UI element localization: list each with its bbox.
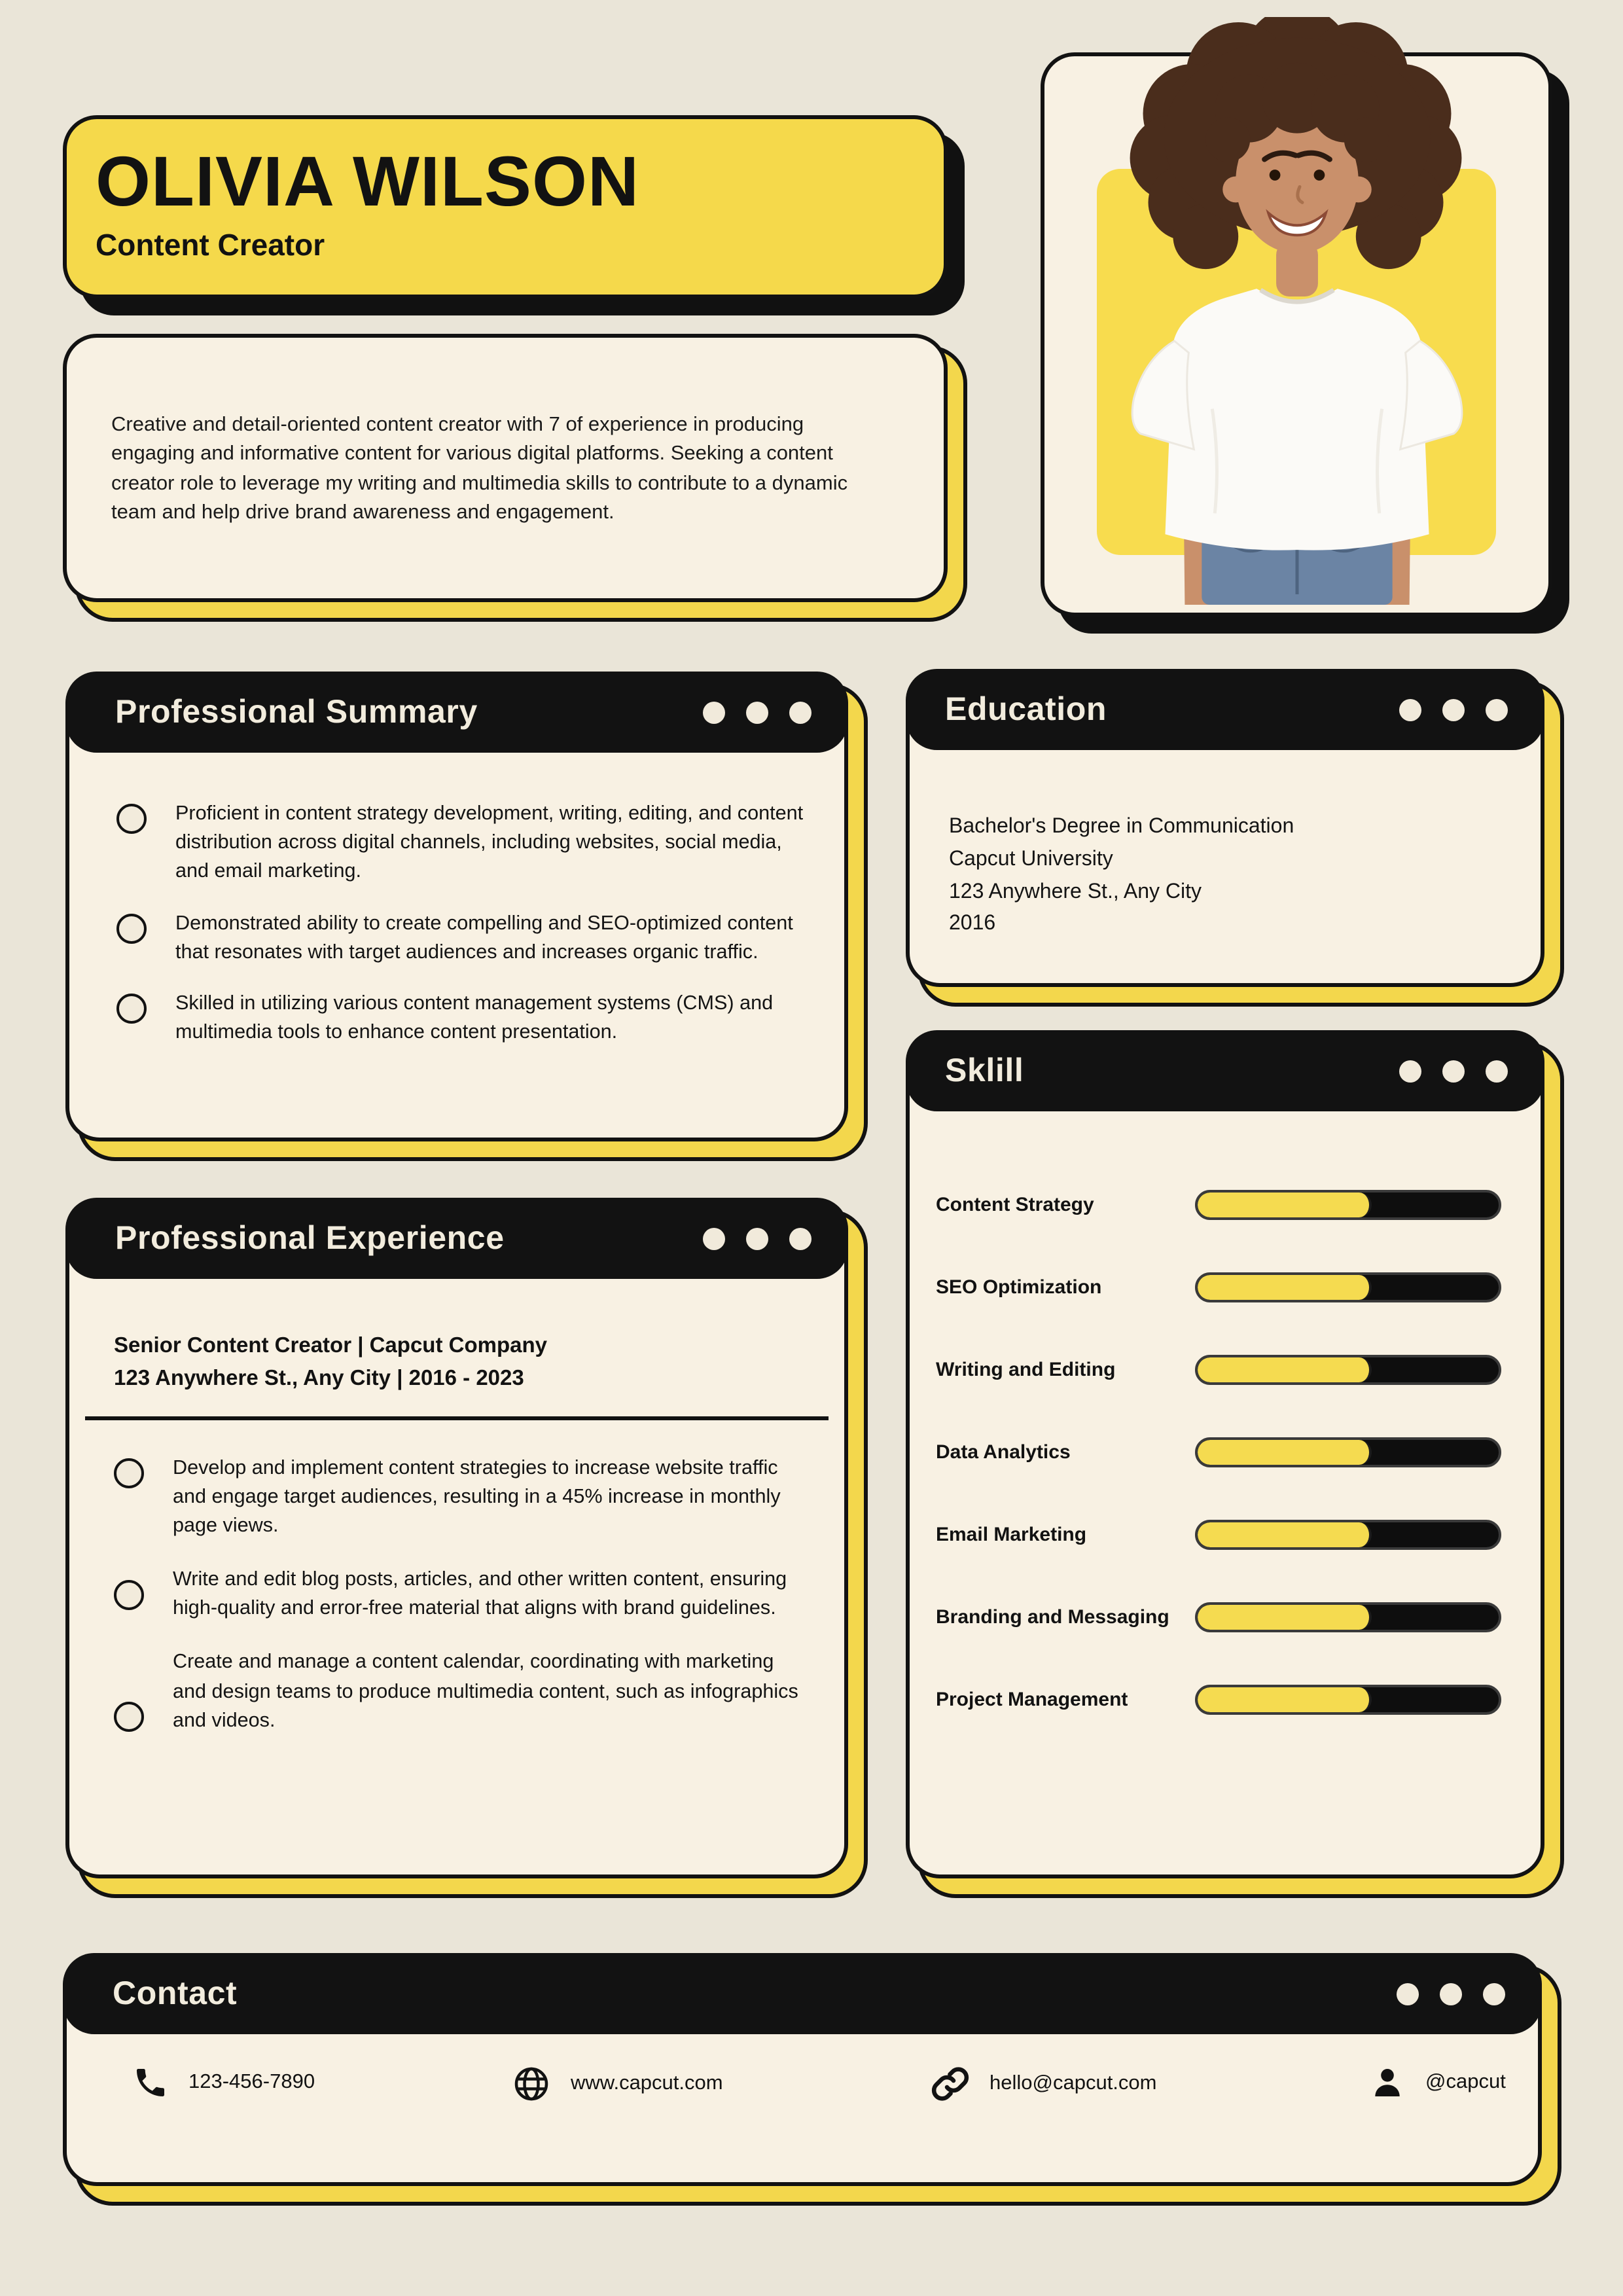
- photo-card: [1041, 52, 1552, 617]
- education-line: 123 Anywhere St., Any City: [949, 880, 1202, 903]
- user-icon: [1369, 2064, 1406, 2101]
- skill-bar: [1195, 1189, 1501, 1219]
- skill-row: [936, 1436, 1501, 1467]
- skill-row: [936, 1601, 1501, 1632]
- skill-bar-fill: [1198, 1192, 1372, 1217]
- experience-bullet-text: Create and manage a content calendar, coordinating with marketing and design teams to produce multimedia content, such as infographics and videos.: [173, 1651, 798, 1732]
- summary-card: [65, 672, 848, 1141]
- skill-bar-fill: [1198, 1357, 1372, 1382]
- skill-label: Data Analytics: [936, 1441, 1071, 1463]
- window-dot-icon: [1440, 1982, 1462, 2005]
- about-text: Creative and detail-oriented content creator with 7 of experience in producing engaging and informative content for various digital platforms. Seeking a content creator role to leverage my writing and multimedia skills to contribute to a dynamic team and help drive brand awareness and engagement.: [111, 414, 848, 524]
- skill-bar-fill: [1198, 1439, 1372, 1464]
- circle-bullet-icon: [114, 1702, 144, 1732]
- summary-bullet-text: Demonstrated ability to create compelling and SEO-optimized content that resonates with target audiences and increases organic traffic.: [175, 912, 793, 963]
- window-dots: [703, 701, 848, 723]
- window-dot-icon: [1442, 1060, 1465, 1082]
- summary-title: Professional Summary: [115, 693, 478, 730]
- summary-bullet: [116, 800, 808, 887]
- skill-bar-fill: [1198, 1522, 1372, 1547]
- circle-bullet-icon: [116, 913, 147, 943]
- skill-row: [936, 1683, 1501, 1715]
- experience-bullet-text: Develop and implement content strategies to increase website traffic and engage target audiences, resulting in a 45% increase in monthly page views.: [173, 1456, 781, 1537]
- window-dot-icon: [789, 701, 812, 723]
- skill-row: [936, 1518, 1501, 1550]
- experience-card: [65, 1198, 848, 1878]
- name-card: [63, 115, 948, 298]
- skill-bar: [1195, 1437, 1501, 1467]
- summary-header: [65, 672, 848, 753]
- education-card: [906, 669, 1544, 987]
- skill-label: Email Marketing: [936, 1523, 1087, 1545]
- window-dot-icon: [1442, 698, 1465, 721]
- contact-website: [512, 2064, 723, 2104]
- skill-bar-fill: [1198, 1274, 1372, 1299]
- education-line: Capcut University: [949, 848, 1113, 870]
- window-dot-icon: [789, 1227, 812, 1249]
- window-dot-icon: [1399, 1060, 1421, 1082]
- experience-body: [69, 1202, 844, 1736]
- skill-bar: [1195, 1602, 1501, 1632]
- job-location-dates: 123 Anywhere St., Any City | 2016 - 2023: [114, 1366, 524, 1390]
- contact-header: [63, 1953, 1542, 2034]
- skill-bar: [1195, 1684, 1501, 1714]
- skill-bar-fill: [1198, 1604, 1372, 1629]
- skill-label: Writing and Editing: [936, 1358, 1116, 1380]
- skill-label: Project Management: [936, 1688, 1128, 1710]
- skill-row: [936, 1271, 1501, 1302]
- experience-bullet: [114, 1454, 805, 1541]
- window-dots: [1399, 1060, 1544, 1082]
- skills-header: [906, 1030, 1544, 1111]
- window-dot-icon: [1397, 1982, 1419, 2005]
- skill-label: Content Strategy: [936, 1193, 1094, 1215]
- divider: [85, 1416, 829, 1420]
- skill-label: SEO Optimization: [936, 1276, 1102, 1298]
- experience-header: [65, 1198, 848, 1279]
- skills-list: [910, 1034, 1541, 1715]
- skill-bar: [1195, 1354, 1501, 1384]
- person-role: Content Creator: [96, 228, 325, 262]
- circle-bullet-icon: [114, 1458, 144, 1488]
- circle-bullet-icon: [116, 994, 147, 1024]
- education-title: Education: [945, 691, 1107, 727]
- circle-bullet-icon: [114, 1579, 144, 1609]
- contact-phone: [132, 2064, 315, 2101]
- skill-bar-fill: [1198, 1687, 1372, 1712]
- contact-title: Contact: [113, 1975, 238, 2011]
- person-name: OLIVIA WILSON: [96, 143, 639, 221]
- window-dot-icon: [1486, 698, 1508, 721]
- education-line: 2016: [949, 912, 996, 935]
- window-dot-icon: [1399, 698, 1421, 721]
- experience-bullet-list: [114, 1454, 805, 1736]
- education-header: [906, 669, 1544, 750]
- window-dots: [1399, 698, 1544, 721]
- skill-bar: [1195, 1272, 1501, 1302]
- skill-row: [936, 1354, 1501, 1385]
- contact-social: [1369, 2064, 1506, 2101]
- summary-bullet: [116, 909, 808, 967]
- skill-bar: [1195, 1519, 1501, 1549]
- contact-email: [931, 2064, 1157, 2104]
- summary-bullet-text: Skilled in utilizing various content management systems (CMS) and multimedia tools to enhance content presentation.: [175, 992, 774, 1044]
- window-dot-icon: [703, 701, 725, 723]
- window-dot-icon: [1483, 1982, 1505, 2005]
- about-card: [63, 334, 948, 602]
- circle-bullet-icon: [116, 804, 147, 834]
- summary-bullet-text: Proficient in content strategy development, writing, editing, and content distribution across digital channels, including websites, social media, and email marketing.: [175, 802, 804, 883]
- portrait-photo: [1081, 17, 1513, 605]
- window-dots: [703, 1227, 848, 1249]
- skill-row: [936, 1189, 1501, 1220]
- experience-bullet: [114, 1649, 805, 1736]
- phone-icon: [132, 2064, 169, 2101]
- job-title: Senior Content Creator | Capcut Company: [114, 1334, 547, 1357]
- window-dot-icon: [703, 1227, 725, 1249]
- window-dot-icon: [746, 1227, 768, 1249]
- experience-title: Professional Experience: [115, 1219, 505, 1256]
- summary-bullet: [116, 990, 808, 1048]
- neck: [1276, 242, 1318, 296]
- experience-bullet-text: Write and edit blog posts, articles, and other written content, ensuring high-quality and error-free material that aligns with brand guidelines.: [173, 1568, 787, 1620]
- window-dot-icon: [1486, 1060, 1508, 1082]
- experience-bullet: [114, 1566, 805, 1624]
- contact-social-handle: @capcut: [1425, 2071, 1506, 2093]
- t-shirt: [1132, 289, 1462, 550]
- skills-card: [906, 1030, 1544, 1878]
- contact-card: [63, 1953, 1542, 2186]
- skills-title: Sklill: [945, 1052, 1024, 1088]
- skill-label: Branding and Messaging: [936, 1605, 1169, 1628]
- education-line: Bachelor's Degree in Communication: [949, 816, 1294, 838]
- window-dots: [1397, 1982, 1542, 2005]
- globe-icon: [512, 2064, 551, 2104]
- window-dot-icon: [746, 701, 768, 723]
- link-icon: [931, 2064, 970, 2104]
- contact-website-url: www.capcut.com: [571, 2072, 723, 2094]
- contact-phone-number: 123-456-7890: [188, 2071, 315, 2093]
- contact-email-address: hello@capcut.com: [990, 2072, 1157, 2094]
